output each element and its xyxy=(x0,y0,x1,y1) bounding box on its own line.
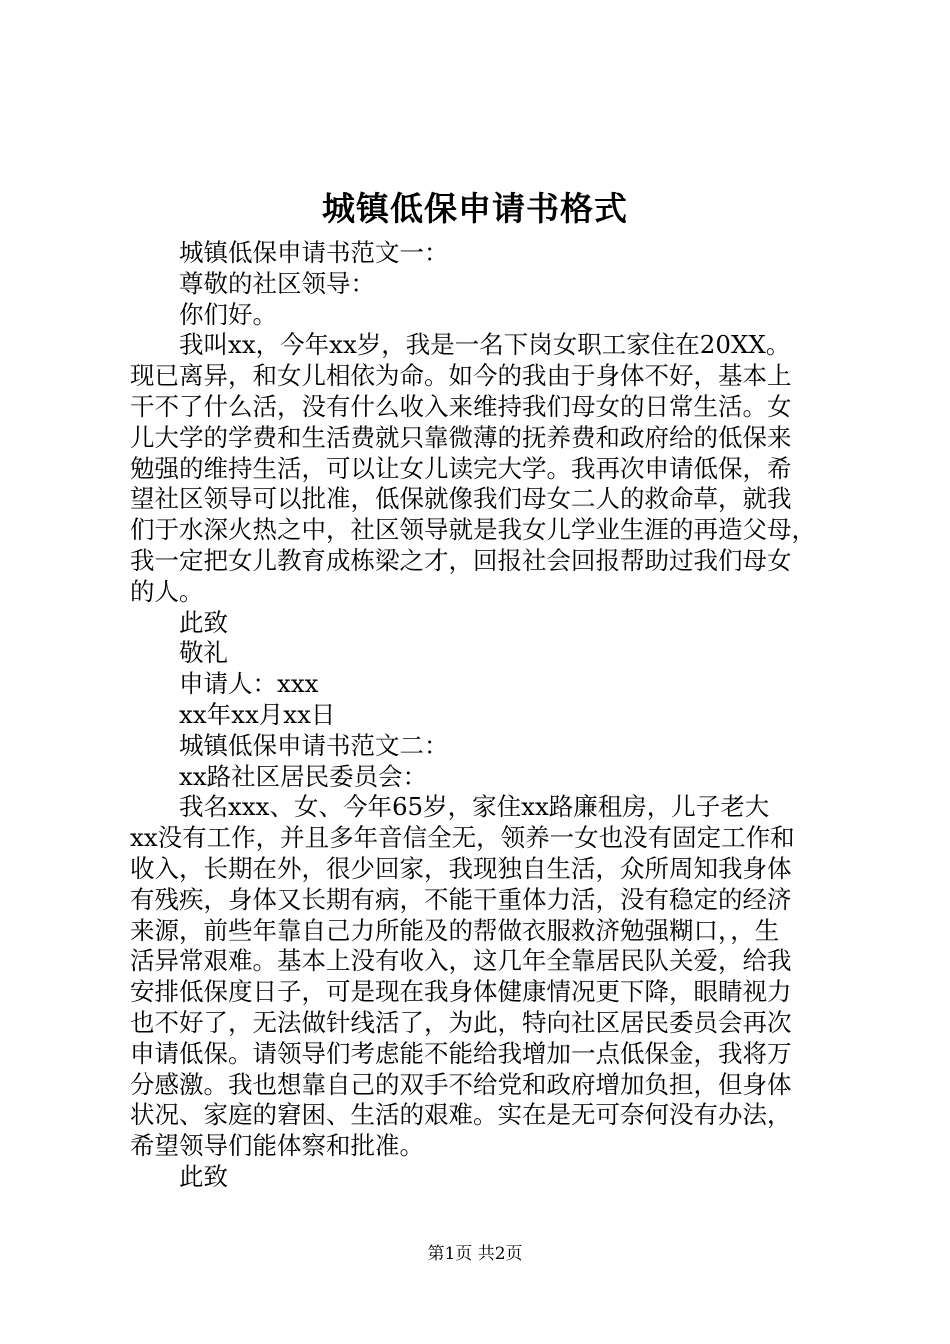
document-body xyxy=(130,238,830,1193)
paragraph-line: xx没有工作，并且多年音信全无，领养一女也没有固定工作和 xyxy=(130,823,795,853)
closing-line: 敬礼 xyxy=(179,638,228,668)
paragraph-line: 我名xxx、女、今年65岁，家住xx路廉租房，儿子老大 xyxy=(179,792,770,822)
date-line: xx年xx月xx日 xyxy=(179,699,336,729)
paragraph-line: 也不好了，无法做针线活了，为此，特向社区居民委员会再次 xyxy=(130,1007,792,1037)
document-title: 城镇低保申请书格式 xyxy=(322,189,628,228)
paragraph-line: 勉强的维持生活，可以让女儿读完大学。我再次申请低保，希 xyxy=(130,453,792,483)
salutation: 尊敬的社区领导： xyxy=(179,268,375,298)
paragraph-line: 收入，长期在外，很少回家，我现独自生活，众所周知我身体 xyxy=(130,853,792,883)
paragraph-line: 现已离异，和女儿相依为命。如今的我由于身体不好，基本上 xyxy=(130,361,792,391)
paragraph-line: 儿大学的学费和生活费就只靠微薄的抚养费和政府给的低保来 xyxy=(130,422,792,452)
paragraph-line: 来源，前些年靠自己力所能及的帮做衣服救济勉强糊口，，生 xyxy=(130,915,780,945)
paragraph-line: 安排低保度日子，可是现在我身体健康情况更下降，眼睛视力 xyxy=(130,977,792,1007)
paragraph-line: 状况、家庭的窘困、生活的艰难。实在是无可奈何没有办法， xyxy=(130,1100,792,1130)
paragraph-line: 们于水深火热之中，社区领导就是我女儿学业生涯的再造父母， xyxy=(130,515,816,545)
section-heading-two: 城镇低保申请书范文二： xyxy=(179,730,449,760)
section-heading-one: 城镇低保申请书范文一： xyxy=(179,238,449,267)
greeting: 你们好。 xyxy=(179,299,277,329)
paragraph-line: 申请低保。请领导们考虑能不能给我增加一点低保金，我将万 xyxy=(130,1038,792,1068)
paragraph-line: 望社区领导可以批准，低保就像我们母女二人的救命草，就我 xyxy=(130,484,792,514)
paragraph-line: 活异常艰难。基本上没有收入，这几年全靠居民队关爱，给我 xyxy=(130,946,792,976)
page-footer: 第1页 共2页 xyxy=(427,1244,523,1264)
paragraph-line: 我叫xx，今年xx岁，我是一名下岗女职工家住在20XX。 xyxy=(179,330,791,360)
paragraph-line: 干不了什么活，没有什么收入来维持我们母女的日常生活。女 xyxy=(130,391,792,421)
paragraph-line: 分感激。我也想靠自己的双手不给党和政府增加负担，但身体 xyxy=(130,1069,792,1099)
closing-line: 此致 xyxy=(179,607,228,637)
paragraph-line: 有残疾，身体又长期有病，不能干重体力活，没有稳定的经济 xyxy=(130,884,792,914)
paragraph-line: 的人。 xyxy=(130,576,204,606)
paragraph-line: 我一定把女儿教育成栋梁之才，回报社会回报帮助过我们母女 xyxy=(130,545,792,575)
applicant-line: 申请人：xxx xyxy=(179,669,319,699)
paragraph-line: 希望领导们能体察和批准。 xyxy=(130,1131,424,1161)
closing-line: 此致 xyxy=(179,1161,228,1191)
salutation: xx路社区居民委员会： xyxy=(179,761,428,791)
